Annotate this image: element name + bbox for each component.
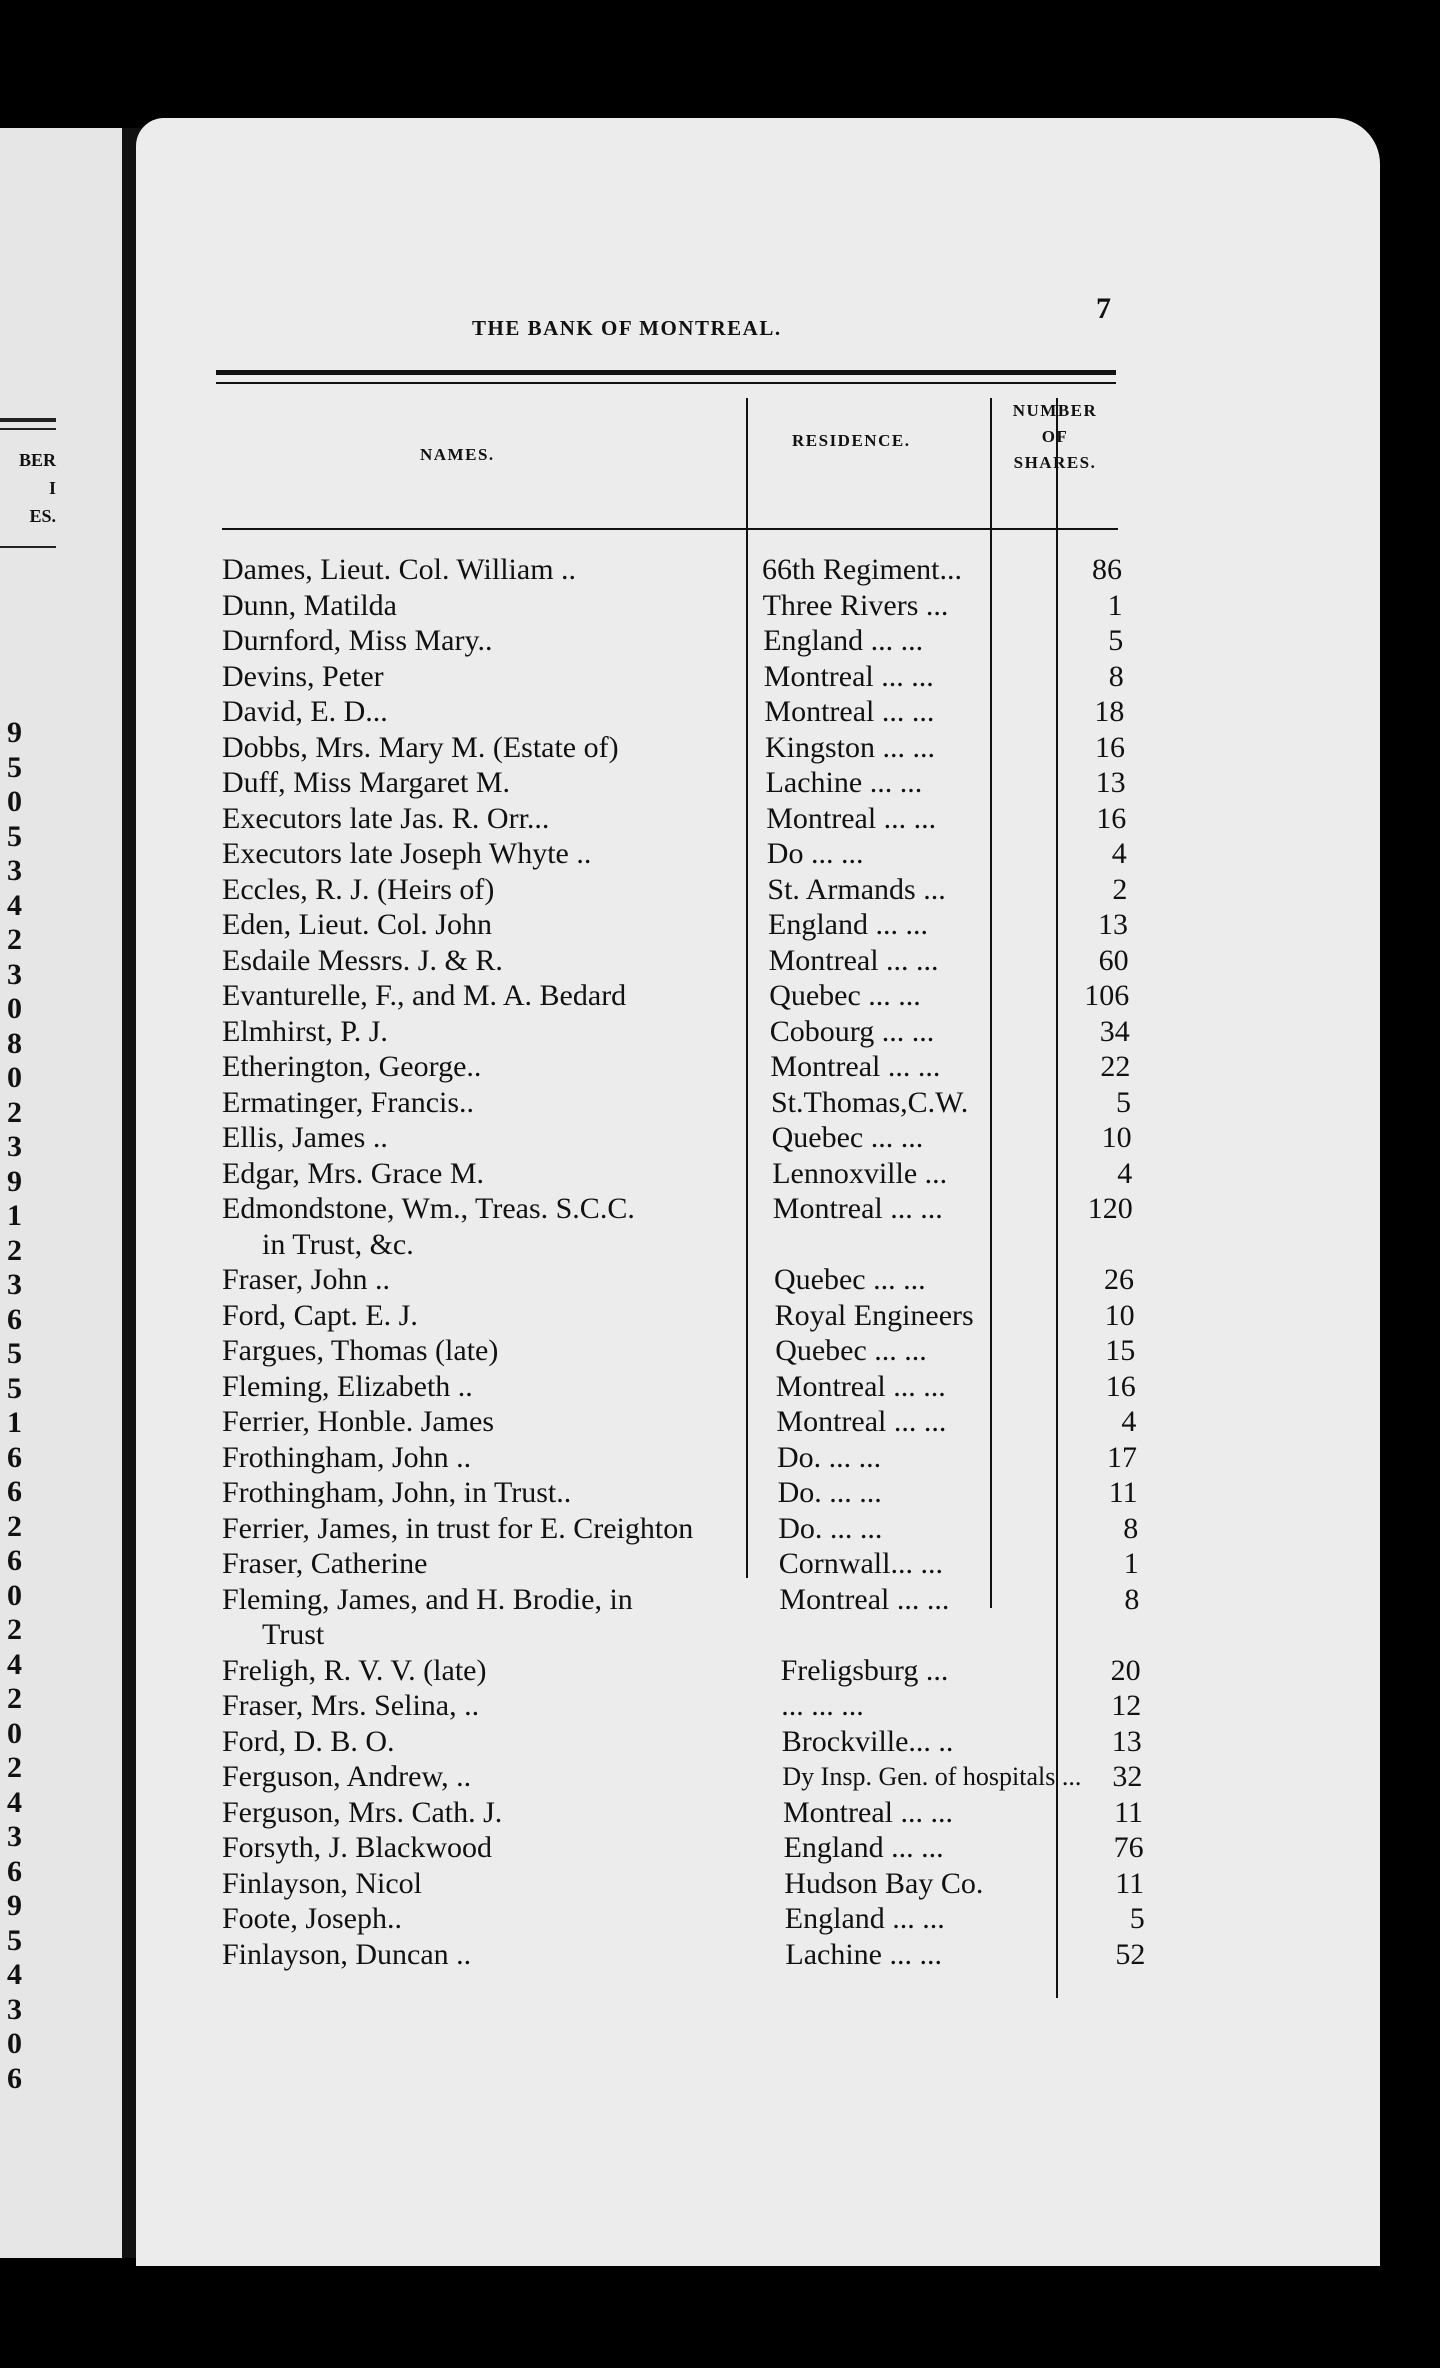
shareholder-name-text: Executors late Jas. R. Orr... (222, 802, 553, 835)
shareholder-residence: Hudson Bay Co. (784, 1866, 984, 1900)
left-page-digit: 4 (7, 1647, 22, 1681)
shareholder-shares: 12 (1111, 1689, 1142, 1722)
shareholder-shares: 5 (1116, 1085, 1131, 1119)
shareholder-row (222, 552, 1122, 588)
shareholder-residence: Kingston ... ... (765, 730, 936, 764)
shareholder-name (222, 872, 752, 908)
shareholder-row (222, 765, 1126, 801)
shareholder-name (222, 765, 752, 801)
shareholder-name (222, 978, 752, 1014)
column-header-names: NAMES. (420, 445, 495, 464)
shareholder-row (222, 1866, 1145, 1902)
shareholder-name-text: Esdaile Messrs. J. & R. (222, 944, 507, 977)
shareholder-shares: 18 (1094, 695, 1125, 728)
shareholder-residence: Montreal ... ... (770, 1050, 941, 1083)
shareholder-row (222, 1830, 1144, 1866)
shareholder-name (222, 1369, 752, 1405)
shareholder-name (222, 1475, 752, 1511)
left-page-digit: 4 (7, 1785, 22, 1819)
left-page-digit: 0 (7, 1716, 22, 1750)
shareholder-residence: St. Armands ... (767, 872, 946, 906)
shareholder-row (222, 659, 1122, 695)
header-rule-thick (216, 370, 1116, 375)
shareholder-residence: Montreal ... ... (768, 943, 939, 977)
shareholder-residence: England ... ... (783, 1831, 944, 1864)
left-page-digit: 9 (7, 716, 22, 749)
shareholder-residence: Freligsburg ... (780, 1653, 949, 1687)
shareholder-name (222, 1085, 752, 1121)
shareholder-residence: Do ... ... (766, 837, 864, 870)
shareholder-name (222, 1440, 752, 1476)
left-page-digit: 3 (7, 1268, 22, 1301)
shareholder-residence: Quebec ... ... (769, 979, 921, 1012)
shareholder-residence: Quebec ... ... (774, 1263, 926, 1296)
shareholder-row (222, 1333, 1136, 1369)
shareholder-residence: Do. ... ... (777, 1440, 882, 1474)
shareholder-shares: 8 (1123, 1511, 1139, 1545)
shareholder-name-text: Edmondstone, Wm., Treas. S.C.C. (222, 1192, 639, 1225)
shareholder-residence: Do. ... ... (778, 1511, 883, 1545)
shareholder-name (222, 1120, 752, 1156)
shareholder-name-text: Ermatinger, Francis.. (222, 1086, 478, 1119)
left-page-digit: 2 (7, 1751, 22, 1784)
left-page-digit: 5 (7, 819, 22, 853)
shareholder-name (222, 1724, 752, 1760)
shareholder-name-text: Ferrier, Honble. James (222, 1405, 498, 1438)
header-rule-thin (216, 382, 1116, 384)
shareholder-name (222, 588, 752, 624)
shareholder-row (222, 623, 1122, 659)
shareholder-row (222, 1120, 1132, 1156)
left-page-digit: 4 (7, 888, 22, 922)
shareholder-row (222, 1688, 1142, 1724)
shareholder-name (222, 1617, 752, 1653)
shareholder-row (222, 1795, 1143, 1831)
shareholder-row (222, 1085, 1131, 1121)
left-page-digit: 3 (7, 1992, 22, 2026)
shareholder-row (222, 1227, 1122, 1263)
column-header-shares: NUMBER OF SHARES. (1012, 401, 1098, 472)
shareholder-row (222, 730, 1125, 766)
shareholder-row (222, 1901, 1145, 1937)
shareholder-name (222, 1014, 752, 1050)
shareholder-name (222, 1227, 752, 1263)
shareholder-shares: 11 (1115, 1866, 1145, 1900)
shareholder-name (222, 907, 752, 943)
left-page-rules (0, 418, 56, 430)
shareholder-name-text: Ferrier, James, in trust for E. Creighton (222, 1512, 697, 1545)
shareholder-name (222, 1866, 752, 1902)
shareholder-name (222, 694, 752, 730)
shareholder-shares: 13 (1111, 1724, 1142, 1758)
left-page-digit: 0 (7, 992, 22, 1025)
shareholder-name-text: Etherington, George.. (222, 1050, 485, 1083)
shareholder-name-text: Fraser, Mrs. Selina, .. (222, 1689, 483, 1722)
shareholder-row (222, 943, 1129, 979)
shareholder-name-text: Finlayson, Nicol (222, 1867, 426, 1900)
shareholder-name-text: Dames, Lieut. Col. William .. (222, 553, 580, 586)
left-page-digit: 2 (7, 1095, 22, 1129)
shareholder-residence: Dy Insp. Gen. of hospitals ... (782, 1762, 1082, 1791)
shareholder-row (222, 1937, 1146, 1973)
shareholder-residence: Lennoxville ... (772, 1156, 948, 1190)
shareholder-residence: Montreal ... ... (764, 695, 935, 728)
shareholder-row (222, 1156, 1133, 1192)
shareholder-row (222, 1724, 1142, 1760)
left-page-digit: 3 (7, 1820, 22, 1853)
shareholder-name-text: David, E. D... (222, 695, 392, 728)
shareholder-shares: 8 (1124, 1582, 1140, 1616)
shareholder-name-text: Forsyth, J. Blackwood (222, 1831, 496, 1864)
shareholder-row (222, 1617, 1122, 1653)
shareholder-name (222, 1511, 752, 1547)
shareholder-residence: Cornwall... ... (778, 1547, 943, 1580)
shareholder-residence: England ... ... (768, 908, 928, 941)
shareholder-shares: 10 (1101, 1121, 1132, 1154)
shareholder-name-text: Frothingham, John .. (222, 1441, 475, 1474)
shareholder-shares: 32 (1112, 1760, 1143, 1793)
shareholder-name (222, 1049, 752, 1085)
shareholder-name (222, 1901, 752, 1937)
shareholder-shares: 16 (1096, 801, 1127, 835)
shareholder-name (222, 1546, 752, 1582)
shareholder-shares: 86 (1092, 553, 1122, 586)
shareholder-shares: 20 (1110, 1653, 1141, 1687)
shareholder-name-text: Ferguson, Andrew, .. (222, 1760, 475, 1793)
shareholder-name-text: Fleming, Elizabeth .. (222, 1370, 477, 1403)
shareholder-shares: 76 (1113, 1831, 1144, 1864)
shareholder-shares: 5 (1129, 1902, 1145, 1935)
shareholder-row (222, 801, 1127, 837)
shareholder-name-text: Finlayson, Duncan .. (222, 1938, 475, 1971)
left-page-digit: 3 (7, 1130, 22, 1163)
shareholder-row (222, 872, 1128, 908)
shareholder-shares: 11 (1114, 1795, 1143, 1829)
left-page-digit: 6 (7, 1854, 22, 1888)
shareholder-name (222, 623, 752, 659)
shareholder-name (222, 1582, 752, 1618)
shareholder-row (222, 1369, 1136, 1405)
shareholder-shares: 8 (1108, 659, 1124, 693)
shareholder-name (222, 943, 752, 979)
shareholder-row (222, 1653, 1141, 1689)
shareholder-residence: Montreal ... ... (772, 1192, 943, 1225)
shareholder-row (222, 836, 1127, 872)
shareholder-name-text: Foote, Joseph.. (222, 1902, 406, 1935)
shareholder-residence: Montreal ... ... (776, 1405, 947, 1438)
shareholder-name-text: Fargues, Thomas (late) (222, 1334, 502, 1367)
shareholder-row (222, 1511, 1139, 1547)
shareholder-residence: St.Thomas,C.W. (771, 1085, 969, 1119)
shareholder-name-text: Evanturelle, F., and M. A. Bedard (222, 979, 630, 1012)
shareholder-row (222, 1298, 1135, 1334)
left-page-digit: 3 (7, 957, 22, 991)
shareholder-name (222, 1262, 752, 1298)
shareholder-shares: 120 (1087, 1192, 1133, 1225)
left-page-digit: 2 (7, 1509, 22, 1543)
left-page-digit: 2 (7, 923, 22, 956)
shareholder-name (222, 1688, 752, 1724)
shareholder-name-text: Frothingham, John, in Trust.. (222, 1476, 575, 1509)
shareholder-shares: 4 (1111, 837, 1127, 870)
left-page-digit: 8 (7, 1026, 22, 1060)
shareholder-name (222, 1298, 752, 1334)
shareholder-residence: Montreal ... ... (766, 801, 937, 835)
left-page-digit: 5 (7, 1923, 22, 1957)
shareholder-residence: Brockville... .. (781, 1724, 954, 1758)
column-header-rule (222, 528, 1118, 530)
shareholder-name (222, 1937, 752, 1973)
left-page-digit: 0 (7, 2027, 22, 2060)
shareholder-row (222, 1582, 1140, 1618)
shareholder-row (222, 1475, 1138, 1511)
left-page-digit: 1 (7, 1406, 22, 1439)
shareholder-name-text: Ford, D. B. O. (222, 1725, 399, 1758)
left-page-digit: 3 (7, 854, 22, 887)
shareholder-shares: 22 (1100, 1050, 1131, 1083)
shareholder-name-text: Fleming, James, and H. Brodie, in (222, 1583, 637, 1616)
shareholder-name (222, 1830, 752, 1866)
shareholder-row (222, 1191, 1133, 1227)
left-page-digit: 2 (7, 1613, 22, 1646)
page-header: THE BANK OF MONTREAL. (472, 316, 782, 340)
left-page-header-rule (0, 546, 56, 548)
shareholder-row (222, 978, 1130, 1014)
left-page-digit-column (0, 716, 22, 2096)
shareholder-shares: 11 (1108, 1476, 1138, 1509)
shareholder-name-text: Durnford, Miss Mary.. (222, 624, 497, 657)
shareholder-name (222, 1191, 752, 1227)
shareholder-shares: 26 (1104, 1263, 1134, 1296)
shareholder-shares: 16 (1095, 730, 1125, 764)
shareholder-shares: 60 (1098, 943, 1129, 977)
shareholder-name-text: Edgar, Mrs. Grace M. (222, 1157, 488, 1190)
shareholder-name-text: Trust (222, 1618, 328, 1651)
shareholder-shares: 4 (1117, 1156, 1133, 1190)
shareholder-name-text: Freligh, R. V. V. (late) (222, 1654, 490, 1687)
shareholder-row (222, 1759, 1143, 1795)
shareholder-residence: Lachine ... ... (765, 766, 923, 799)
left-page-digit: 6 (7, 1302, 22, 1336)
shareholder-name (222, 1795, 752, 1831)
left-page-digit: 2 (7, 1233, 22, 1267)
left-page-digit: 5 (7, 1337, 22, 1370)
shareholder-residence: Montreal ... ... (763, 659, 934, 693)
shareholder-name (222, 836, 752, 872)
left-page-digit: 2 (7, 1682, 22, 1715)
shareholder-shares: 16 (1105, 1369, 1136, 1403)
shareholder-row (222, 588, 1122, 624)
shareholder-name-text: Dobbs, Mrs. Mary M. (Estate of) (222, 731, 623, 764)
shareholder-residence: England ... ... (763, 624, 924, 657)
left-page-digit: 5 (7, 1371, 22, 1405)
shareholder-shares: 1 (1107, 588, 1123, 622)
left-page-edge (0, 128, 122, 2258)
shareholder-residence: England ... ... (784, 1902, 945, 1935)
shareholder-shares: 52 (1115, 1937, 1146, 1971)
shareholder-name (222, 730, 752, 766)
shareholder-residence: Quebec ... ... (771, 1121, 924, 1154)
left-page-digit: 6 (7, 2061, 22, 2095)
left-page-digit: 5 (7, 750, 22, 784)
shareholder-residence: Royal Engineers (774, 1298, 974, 1332)
shareholder-row (222, 1440, 1137, 1476)
shareholder-residence: Montreal ... ... (783, 1795, 953, 1829)
shareholder-name (222, 552, 752, 588)
shareholder-shares: 4 (1121, 1405, 1137, 1438)
left-page-digit: 9 (7, 1889, 22, 1922)
shareholder-name-text: Fraser, Catherine (222, 1547, 431, 1580)
shareholder-name (222, 659, 752, 695)
shareholder-name (222, 1404, 752, 1440)
shareholder-row (222, 694, 1125, 730)
column-header-residence: RESIDENCE. (792, 431, 911, 450)
shareholder-name-text: Ferguson, Mrs. Cath. J. (222, 1796, 506, 1829)
left-page-digit: 0 (7, 785, 22, 818)
shareholder-shares: 13 (1095, 766, 1126, 799)
shareholder-name-text: Elmhirst, P. J. (222, 1015, 392, 1048)
left-page-digit: 9 (7, 1164, 22, 1198)
shareholder-name (222, 1333, 752, 1369)
shareholder-shares: 1 (1123, 1547, 1139, 1580)
left-page-digit: 6 (7, 1475, 22, 1508)
left-page-header: BER I ES. (18, 450, 56, 526)
shareholder-shares: 15 (1105, 1334, 1136, 1367)
shareholder-name-text: Ford, Capt. E. J. (222, 1299, 422, 1332)
shareholder-shares: 106 (1084, 979, 1130, 1012)
shareholder-residence: Montreal ... ... (779, 1582, 950, 1616)
shareholder-name-text: Dunn, Matilda (222, 589, 401, 622)
shareholder-name (222, 1156, 752, 1192)
shareholder-name-text: Ellis, James .. (222, 1121, 392, 1154)
left-page-digit: 0 (7, 1578, 22, 1612)
shareholder-row (222, 1546, 1139, 1582)
shareholder-shares: 2 (1112, 872, 1128, 906)
left-page-digit: 1 (7, 1199, 22, 1232)
shareholder-shares: 34 (1099, 1014, 1130, 1048)
shareholder-name-text: Duff, Miss Margaret M. (222, 766, 514, 799)
shareholder-shares: 10 (1104, 1298, 1135, 1332)
shareholder-name-text: in Trust, &c. (222, 1228, 418, 1261)
page-number: 7 (1096, 292, 1111, 325)
shareholder-name-text: Executors late Joseph Whyte .. (222, 837, 595, 870)
shareholder-name-text: Eden, Lieut. Col. John (222, 908, 496, 941)
shareholder-residence: Cobourg ... ... (769, 1014, 935, 1048)
left-page-digit: 4 (7, 1958, 22, 1991)
shareholder-residence: ... ... ... (781, 1689, 864, 1722)
shareholder-name (222, 1653, 752, 1689)
left-page-digit: 0 (7, 1061, 22, 1094)
shareholder-shares: 17 (1107, 1440, 1137, 1474)
shareholder-row (222, 1049, 1131, 1085)
left-page-digit: 6 (7, 1440, 22, 1474)
shareholder-residence: Lachine ... ... (785, 1937, 942, 1971)
shareholder-name (222, 801, 752, 837)
shareholder-row (222, 907, 1128, 943)
left-page-digit: 6 (7, 1544, 22, 1577)
shareholder-residence: Montreal ... ... (775, 1369, 946, 1403)
shareholder-row (222, 1014, 1130, 1050)
shareholder-shares: 5 (1108, 624, 1124, 657)
shareholder-row (222, 1262, 1134, 1298)
shareholder-name (222, 1759, 752, 1795)
shareholder-row (222, 1404, 1137, 1440)
shareholder-residence: 66th Regiment... (762, 553, 962, 586)
shareholder-name-text: Devins, Peter (222, 660, 388, 693)
shareholder-residence: Quebec ... ... (775, 1334, 927, 1367)
shareholder-residence: Three Rivers ... (762, 588, 949, 622)
shareholder-shares: 13 (1098, 908, 1128, 941)
shareholder-name-text: Fraser, John .. (222, 1263, 394, 1296)
shareholder-name-text: Eccles, R. J. (Heirs of) (222, 873, 498, 906)
shareholder-residence: Do. ... ... (777, 1476, 882, 1509)
